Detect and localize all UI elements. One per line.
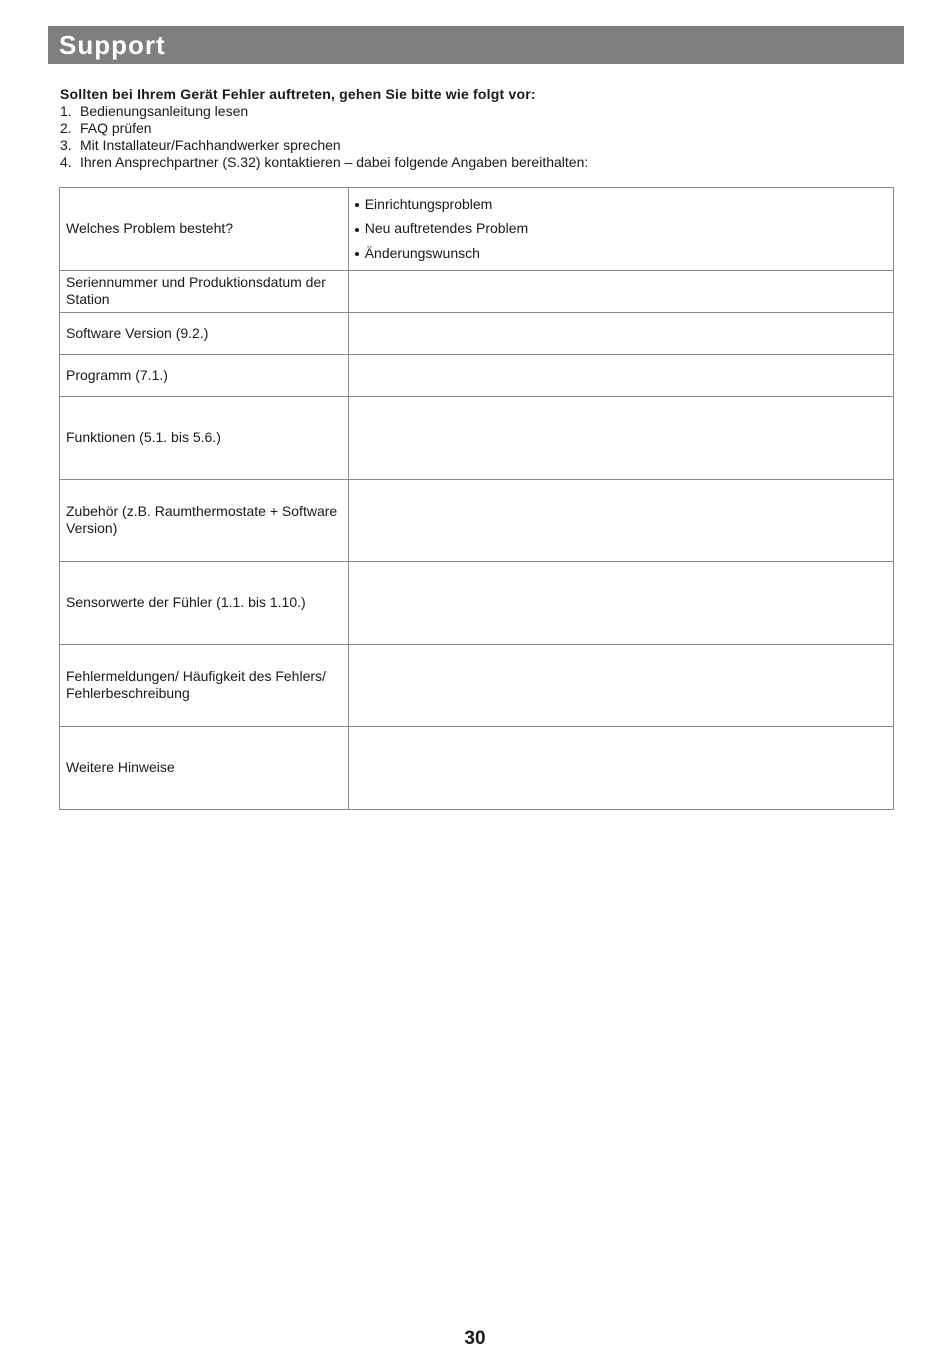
bullet-icon [355,252,359,256]
option-label: Neu auftretendes Problem [364,220,529,237]
row-value-field[interactable] [348,644,893,726]
table-row [60,270,894,312]
step-number: 3. [60,137,72,153]
support-info-table [59,187,894,810]
row-value-field[interactable] [348,561,893,644]
section-title: Support [59,30,166,60]
step-item [60,120,900,137]
row-label: Software Version (9.2.) [60,312,349,354]
bullet-icon [355,228,359,232]
step-text: Ihren Ansprechpartner (S.32) kontaktieren – dabei folgende Angaben bereithalten: [80,154,589,170]
row-label: Weitere Hinweise [60,726,349,809]
table-row [60,479,894,561]
table-row [60,396,894,479]
step-text: FAQ prüfen [80,120,152,136]
row-value-field[interactable] [348,726,893,809]
row-value-field[interactable] [348,479,893,561]
step-number: 4. [60,154,72,170]
option-label: Einrichtungsproblem [364,195,493,212]
row-value-field[interactable] [348,354,893,396]
problem-option [355,241,887,266]
table-row [60,354,894,396]
row-value-field[interactable] [348,396,893,479]
row-label: Funktionen (5.1. bis 5.6.) [60,396,349,479]
page-number: 30 [464,1328,486,1349]
section-header-bar [48,26,904,64]
table-row [60,312,894,354]
problem-option [355,217,887,242]
row-label: Zubehör (z.B. Raumthermostate + Software Version) [60,479,349,561]
steps-list [60,103,900,171]
problem-options-cell [348,188,893,271]
step-text: Bedienungsanleitung lesen [80,103,249,119]
row-label: Welches Problem besteht? [60,188,349,271]
row-label: Sensorwerte der Fühler (1.1. bis 1.10.) [60,561,349,644]
step-item [60,137,900,154]
table-row [60,188,894,271]
step-number: 2. [60,120,72,136]
row-label: Fehlermeldungen/ Häufigkeit des Fehlers/ Fehlerbeschreibung [60,644,349,726]
table-row [60,561,894,644]
step-text: Mit Installateur/Fachhandwerker sprechen [80,137,341,153]
row-value-field[interactable] [348,312,893,354]
row-value-field[interactable] [348,270,893,312]
problem-option [355,192,887,217]
bullet-icon [355,203,359,207]
row-label: Seriennummer und Produktionsdatum der Station [60,270,349,312]
table-row [60,644,894,726]
step-number: 1. [60,103,72,119]
intro-heading: Sollten bei Ihrem Gerät Fehler auftreten, gehen Sie bitte wie folgt vor: [60,86,536,102]
option-label: Änderungswunsch [364,244,480,261]
row-label: Programm (7.1.) [60,354,349,396]
problem-options-list [355,188,887,270]
step-item [60,103,900,120]
table-row [60,726,894,809]
intro-section [60,86,900,171]
step-item [60,154,900,171]
